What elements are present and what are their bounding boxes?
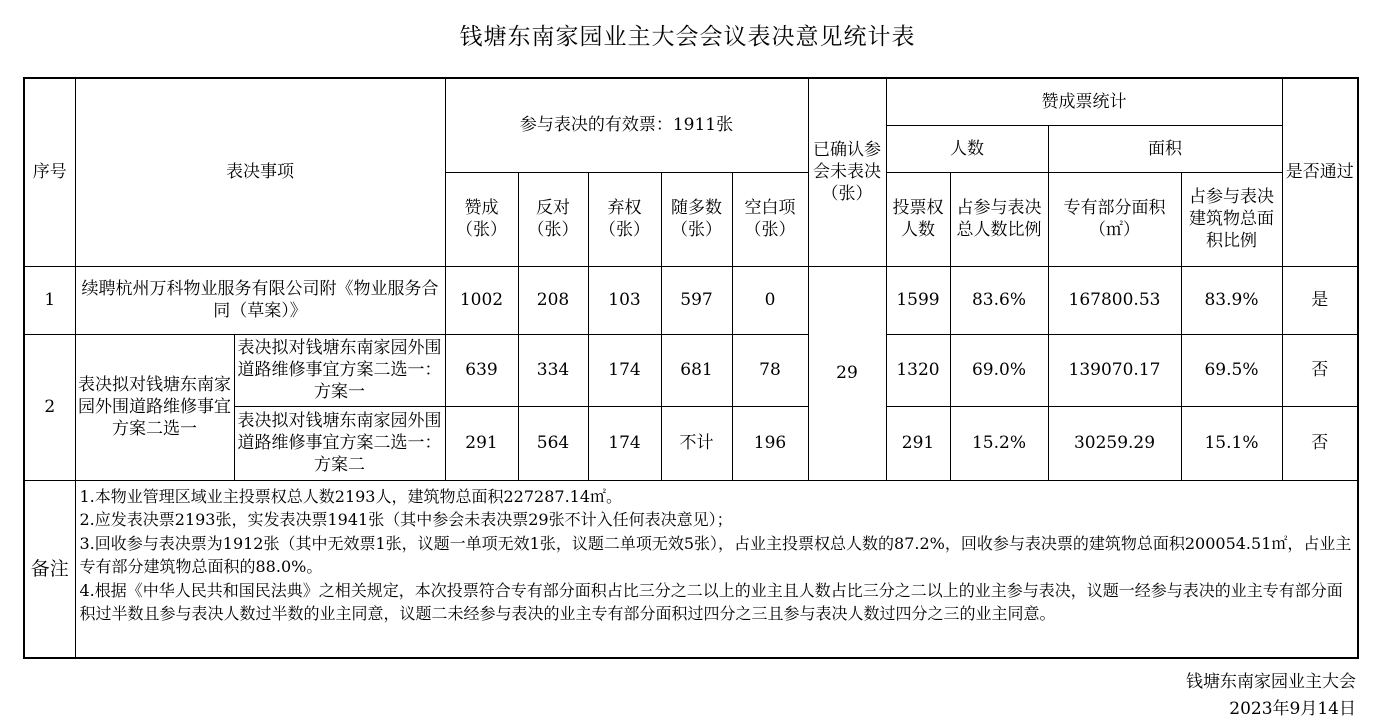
table-row [24, 266, 1358, 334]
cell-people-ratio: 15.2% [950, 406, 1048, 480]
header-seq: 序号 [24, 78, 75, 266]
cell-passed: 否 [1282, 406, 1358, 480]
cell-passed: 是 [1282, 266, 1358, 334]
footer-organization: 钱塘东南家园业主大会 [1186, 672, 1356, 692]
row-seq: 2 [24, 334, 75, 480]
cell-confirmed-unvoted: 29 [808, 266, 886, 480]
cell-voting-people: 1320 [886, 334, 950, 406]
note-line: 4.根据《中华人民共和国民法典》之相关规定，本次投票符合专有部分面积占比三分之二以上的业主且人数占比三分之二以上的业主参与表决，议题一经参与表决的业主专有部分面积过半数且参与表决人数过半数的业主同意，议题二未经参与表决的业主专有部分面积过四分之三且参与表决人数过四分之三的业主同意。 [79, 580, 1343, 623]
cell-agree: 639 [445, 334, 518, 406]
header-area-ratio: 占参与表决建筑物总面积比例 [1181, 172, 1282, 266]
cell-voting-people: 291 [886, 406, 950, 480]
row-option-label: 表决拟对钱塘东南家园外围道路维修事宜方案二选一：方案二 [234, 406, 445, 480]
cell-oppose: 334 [518, 334, 588, 406]
header-exclusive-area: 专有部分面积（㎡） [1048, 172, 1181, 266]
cell-area-ratio: 69.5% [1181, 334, 1282, 406]
cell-blank: 196 [732, 406, 808, 480]
note-line: 3.回收参与表决票为1912张（其中无效票1张，议题一单项无效1张，议题二单项无效5张），占业主投票权总人数的87.2%，回收参与表决票的建筑物总面积200054.51㎡，占业主专有部分建筑物总面积的88.0%。 [79, 533, 1352, 576]
row-option-label: 表决拟对钱塘东南家园外围道路维修事宜方案二选一：方案一 [234, 334, 445, 406]
header-voting-people: 投票权人数 [886, 172, 950, 266]
row-item: 表决拟对钱塘东南家园外围道路维修事宜方案二选一 [75, 334, 234, 480]
cell-voting-people: 1599 [886, 266, 950, 334]
cell-exclusive-area: 167800.53 [1048, 266, 1181, 334]
cell-follow-majority: 不计 [661, 406, 732, 480]
row-seq: 1 [24, 266, 75, 334]
cell-follow-majority: 681 [661, 334, 732, 406]
header-blank: 空白项（张） [732, 172, 808, 266]
cell-area-ratio: 83.9% [1181, 266, 1282, 334]
notes-label: 备注 [24, 480, 75, 658]
row-item: 续聘杭州万科物业服务有限公司附《物业服务合同（草案）》 [75, 266, 445, 334]
cell-abstain: 174 [588, 334, 661, 406]
vote-statistics-table [23, 77, 1359, 659]
cell-area-ratio: 15.1% [1181, 406, 1282, 480]
cell-blank: 0 [732, 266, 808, 334]
header-confirmed-unvoted: 已确认参会未表决（张） [808, 78, 886, 266]
cell-oppose: 564 [518, 406, 588, 480]
cell-abstain: 103 [588, 266, 661, 334]
header-follow-majority: 随多数（张） [661, 172, 732, 266]
page-title: 钱塘东南家园业主大会会议表决意见统计表 [459, 24, 916, 50]
header-item: 表决事项 [75, 78, 445, 266]
cell-abstain: 174 [588, 406, 661, 480]
header-oppose: 反对（张） [518, 172, 588, 266]
cell-people-ratio: 69.0% [950, 334, 1048, 406]
table-row [24, 334, 1358, 406]
header-agree: 赞成（张） [445, 172, 518, 266]
header-abstain: 弃权（张） [588, 172, 661, 266]
header-people-ratio: 占参与表决总人数比例 [950, 172, 1048, 266]
cell-follow-majority: 597 [661, 266, 732, 334]
header-people: 人数 [886, 125, 1048, 172]
note-line: 1.本物业管理区域业主投票权总人数2193人，建筑物总面积227287.14㎡。 [79, 486, 623, 506]
note-line: 2.应发表决票2193张，实发表决票1941张（其中参会未表决票29张不计入任何表决意见）； [79, 510, 733, 529]
footer-date: 2023年9月14日 [1229, 699, 1356, 719]
cell-blank: 78 [732, 334, 808, 406]
cell-exclusive-area: 139070.17 [1048, 334, 1181, 406]
header-passed: 是否通过 [1282, 78, 1358, 266]
header-area: 面积 [1048, 125, 1282, 172]
cell-passed: 否 [1282, 334, 1358, 406]
cell-oppose: 208 [518, 266, 588, 334]
notes-body [75, 480, 1358, 658]
header-agree-stats: 赞成票统计 [886, 78, 1282, 125]
cell-exclusive-area: 30259.29 [1048, 406, 1181, 480]
header-valid-votes: 参与表决的有效票：1911张 [445, 78, 808, 172]
cell-agree: 291 [445, 406, 518, 480]
cell-agree: 1002 [445, 266, 518, 334]
notes-row [24, 480, 1358, 658]
cell-people-ratio: 83.6% [950, 266, 1048, 334]
